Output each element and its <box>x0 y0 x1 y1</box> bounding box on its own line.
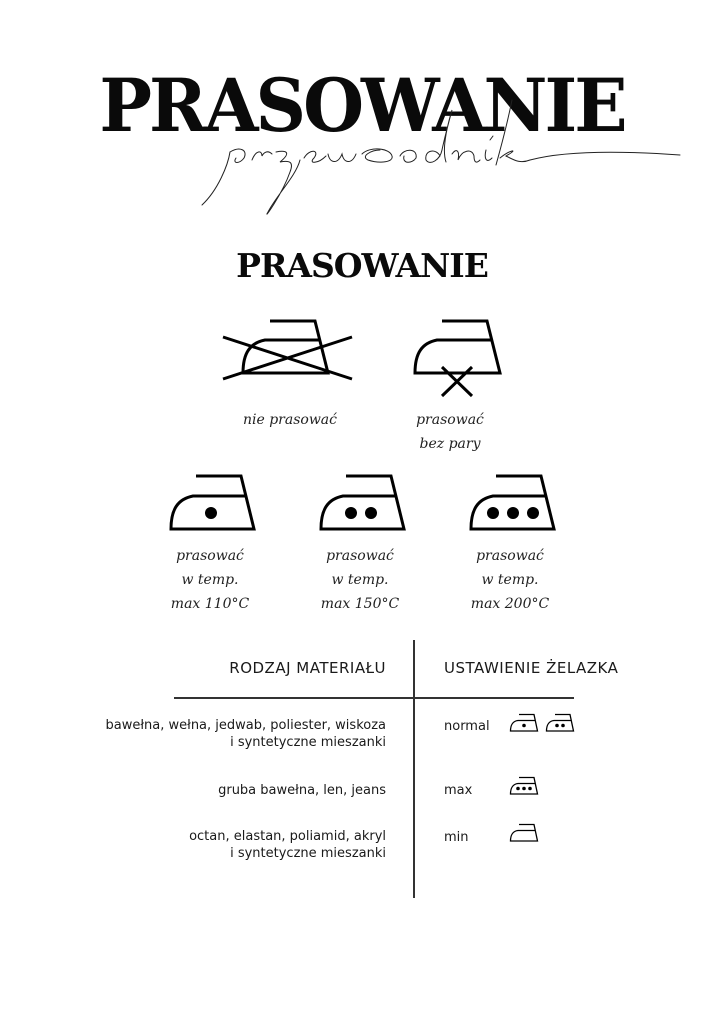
section-title: PRASOWANIE <box>236 246 488 285</box>
caption-line: w temp. <box>481 572 539 588</box>
table-row-setting: normal <box>444 719 490 734</box>
material-line: gruba bawełna, len, jeans <box>218 783 386 798</box>
caption-line: prasować <box>476 548 544 564</box>
caption-line: max 200°C <box>470 596 550 612</box>
header-material: RODZAJ MATERIAŁU <box>229 659 386 677</box>
header-setting: USTAWIENIE ŻELAZKA <box>444 659 619 677</box>
material-line: i syntetyczne mieszanki <box>230 846 386 861</box>
caption-bez-pary <box>380 408 520 456</box>
material-line: i syntetyczne mieszanki <box>230 735 386 750</box>
table-row-material <box>60 828 386 862</box>
caption-line: prasować <box>326 548 394 564</box>
caption-line: w temp. <box>181 572 239 588</box>
caption-line: bez pary <box>419 436 481 452</box>
caption-line: max 150°C <box>320 596 400 612</box>
caption-110 <box>145 544 275 616</box>
caption-nie-prasowac: nie prasować <box>242 412 337 428</box>
caption-line: prasować <box>416 412 484 428</box>
iron-two-dots-icon <box>318 473 408 533</box>
iron-three-dots-icon <box>468 473 558 533</box>
caption-line: prasować <box>176 548 244 564</box>
caption-line: w temp. <box>331 572 389 588</box>
table-row-material <box>60 782 386 799</box>
table-row-setting: min <box>444 830 469 845</box>
iron-empty-small-icon <box>509 823 539 843</box>
table-row-material <box>60 717 386 751</box>
table-horizontal-divider <box>174 697 574 699</box>
iron-two-dots-small-icon <box>545 713 575 733</box>
caption-line: max 110°C <box>170 596 250 612</box>
caption-200 <box>445 544 575 616</box>
main-title: PRASOWANIE <box>99 61 625 150</box>
iron-one-dot-icon <box>168 473 258 533</box>
iron-one-dot-small-icon <box>509 713 539 733</box>
iron-no-steam-icon <box>412 318 502 398</box>
caption-150 <box>295 544 425 616</box>
iron-crossed-icon <box>220 318 355 384</box>
table-vertical-divider <box>413 640 415 898</box>
iron-three-dots-small-icon <box>509 776 539 796</box>
subtitle-script-przewodnik <box>0 0 724 240</box>
table-row-setting: max <box>444 783 473 798</box>
material-line: bawełna, wełna, jedwab, poliester, wiskoza <box>105 718 386 733</box>
material-line: octan, elastan, poliamid, akryl <box>189 829 386 844</box>
